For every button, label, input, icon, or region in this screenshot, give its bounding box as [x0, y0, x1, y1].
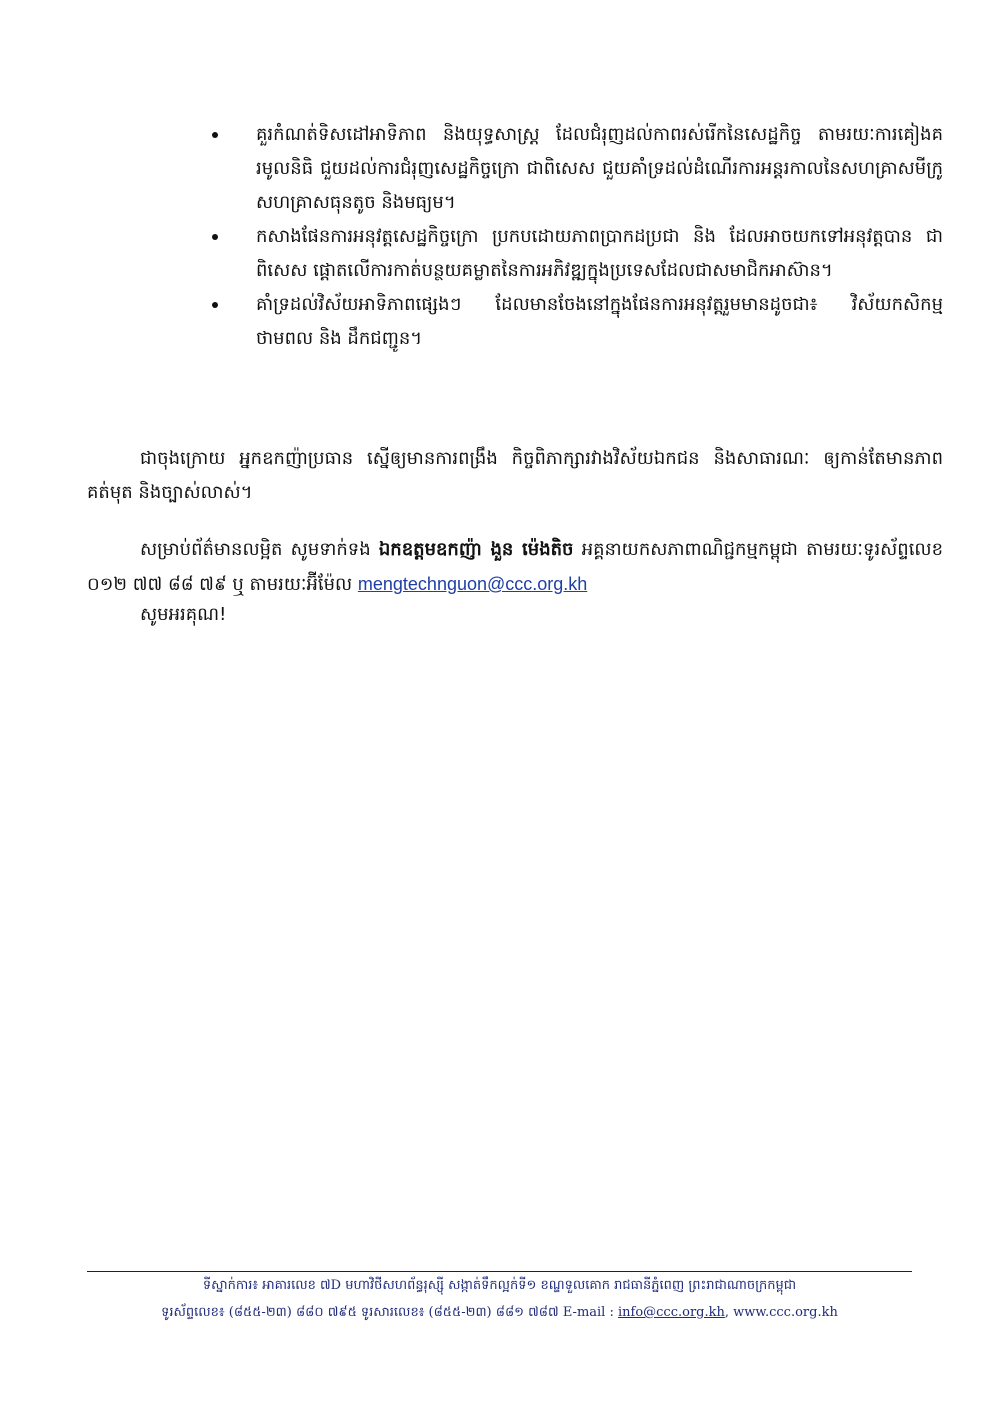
bullet-icon: [212, 234, 218, 240]
bullet-item-2: [208, 220, 943, 288]
contact-details: អគ្គនាយកសភាពាណិជ្ជកម្មកម្ពុជា តាមរយៈទូរស័ព្ទលេខ ០១២ ៧៧ ៨៨ ៧៩ ឬ តាមរយៈអ៊ីម៉ែល: [87, 539, 943, 595]
thanks-text: សូមអរគុណ!: [140, 604, 227, 625]
footer-email-link[interactable]: info@ccc.org.kh: [617, 1305, 725, 1320]
bullet-text: គួរកំណត់ទិសដៅអាទិភាព និងយុទ្ធសាស្ត្រ ដែលជំរុញដល់កាពរស់រើកនៃសេដ្ឋកិច្ច តាមរយៈការគៀងគរមូលនិធិ ជួយដល់ការជំរុញសេដ្ឋកិច្ចក្រោ ជាពិសេស ជួយគាំទ្រដល់ដំណើរការអន្តរកាលនៃសហគ្រាសមីក្រូ សហគ្រាសធុនតូច និងមធ្យម។: [256, 124, 943, 213]
footer-email-label: E-mail :: [558, 1305, 618, 1320]
bullet-text: គាំទ្រដល់វិស័យអាទិភាពផ្សេងៗ ដែលមានចែងនៅក្នុងផែនការអនុវត្តរួមមានដូចជា៖ វិស័យកសិកម្ម ថាមពល និង ដឹកជញ្ជូន។: [256, 294, 943, 349]
bullet-item-3: [208, 288, 943, 356]
bullet-list: [208, 118, 943, 356]
footer-divider: [87, 1271, 912, 1272]
footer-address: ទីស្នាក់ការ៖ អាគារលេខ ៧D មហាវិថីសហព័ន្ធរុស្ស៊ី សង្កាត់ទឹកល្អក់ទី១ ខណ្ឌទួលគោក រាជធានីភ្នំពេញ ព្រះរាជាណាចក្រកម្ពុជា: [202, 1278, 797, 1293]
contact-paragraph: [87, 533, 943, 602]
closing-paragraph: ជាចុងក្រោយ អ្នកឧកញ៉ាប្រធាន ស្នើឲ្យមានការពង្រឹង កិច្ចពិភាក្សារវាងវិស័យឯកជន និងសាធារណៈ ឲ្យកាន់តែមានភាពគត់មុត និងច្បាស់លាស់។: [87, 448, 943, 503]
footer-contact: [87, 1304, 912, 1323]
contact-email-link[interactable]: mengtechnguon@ccc.org.kh: [357, 574, 588, 594]
contact-prefix: សម្រាប់ព័ត៌មានលម្អិត សូមទាក់ទង: [140, 539, 379, 560]
bullet-item-1: [208, 118, 943, 220]
footer-website: www.ccc.org.kh: [733, 1305, 838, 1320]
contact-name: ឯកឧត្តមឧកញ៉ា ងួន ម៉េងតិច: [378, 539, 574, 560]
footer-phone: ទូរស័ព្ទលេខ៖ (៨៥៥-២៣) ៨៨០ ៧៩៥ ទូរសារលេខ៖ (៨៥៥-២៣) ៨៨១ ៧៨៧: [161, 1305, 559, 1320]
bullet-text: កសាងផែនការអនុវត្តសេដ្ឋកិច្ចក្រោ ប្រកបដោយភាពប្រាកដប្រជា និង ដែលអាចយកទៅអនុវត្តបាន ជាពិសេស ផ្តោតលើការកាត់បន្ថយគម្លាតនៃការអភិវឌ្ឍក្នុងប្រទេសដែលជាសមាជិកអាស៊ាន។: [256, 226, 943, 281]
bullet-icon: [212, 302, 218, 308]
footer-separator: ,: [724, 1305, 734, 1320]
bullet-icon: [212, 132, 218, 138]
